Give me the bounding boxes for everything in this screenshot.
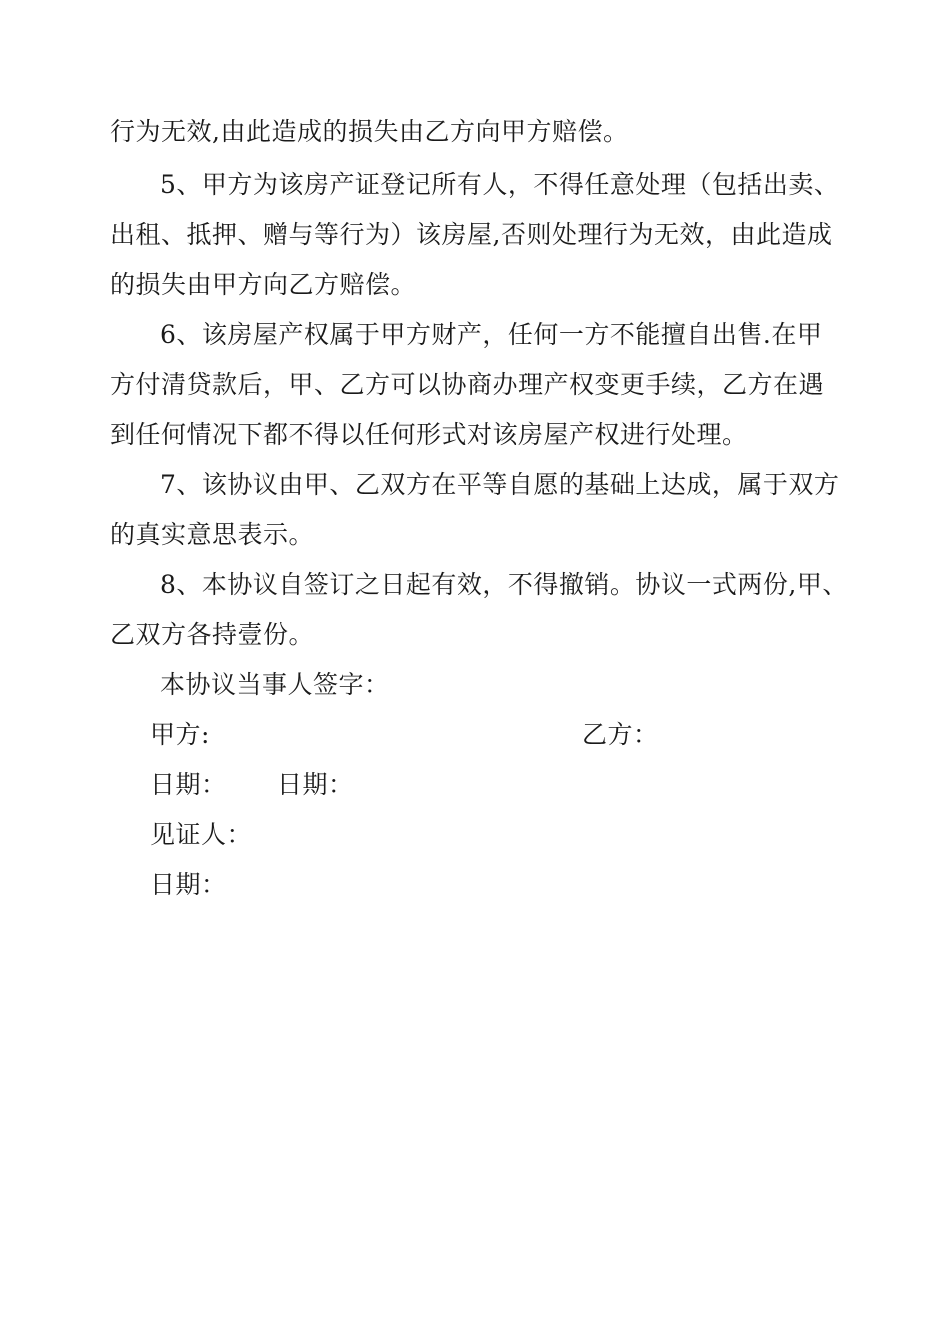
clause-5-line-3: 的损失由甲方向乙方赔偿。 xyxy=(110,270,417,299)
clause-5-line-2: 出租、抵押、赠与等行为）该房屋,否则处理行为无效，由此造成 xyxy=(110,220,833,249)
signature-heading: 本协议当事人签字： xyxy=(160,670,390,699)
witness-date-label: 日期： xyxy=(150,870,227,899)
clause-7-line-2: 的真实意思表示。 xyxy=(110,520,315,549)
clause-5-line-1: 5、甲方为该房产证登记所有人，不得任意处理（包括出卖、 xyxy=(160,170,840,199)
clause-8-line-2: 乙双方各持壹份。 xyxy=(110,620,315,649)
clause-4-continuation: 行为无效,由此造成的损失由乙方向甲方赔偿。 xyxy=(110,117,629,146)
party-b-label: 乙方： xyxy=(582,720,659,749)
date-a-label: 日期： xyxy=(150,770,227,799)
clause-7-line-1: 7、该协议由甲、乙双方在平等自愿的基础上达成，属于双方 xyxy=(160,470,840,499)
clause-6-line-2: 方付清贷款后，甲、乙方可以协商办理产权变更手续，乙方在遇 xyxy=(110,370,825,399)
party-a-label: 甲方: xyxy=(150,720,210,749)
date-b-label: 日期： xyxy=(277,770,354,799)
clause-6-line-3: 到任何情况下都不得以任何形式对该房屋产权进行处理。 xyxy=(110,420,748,449)
witness-label: 见证人： xyxy=(150,820,253,849)
clause-6-line-1: 6、该房屋产权属于甲方财产，任何一方不能擅自出售.在甲 xyxy=(160,320,823,349)
clause-8-line-1: 8、本协议自签订之日起有效，不得撤销。协议一式两份,甲、 xyxy=(160,570,848,599)
